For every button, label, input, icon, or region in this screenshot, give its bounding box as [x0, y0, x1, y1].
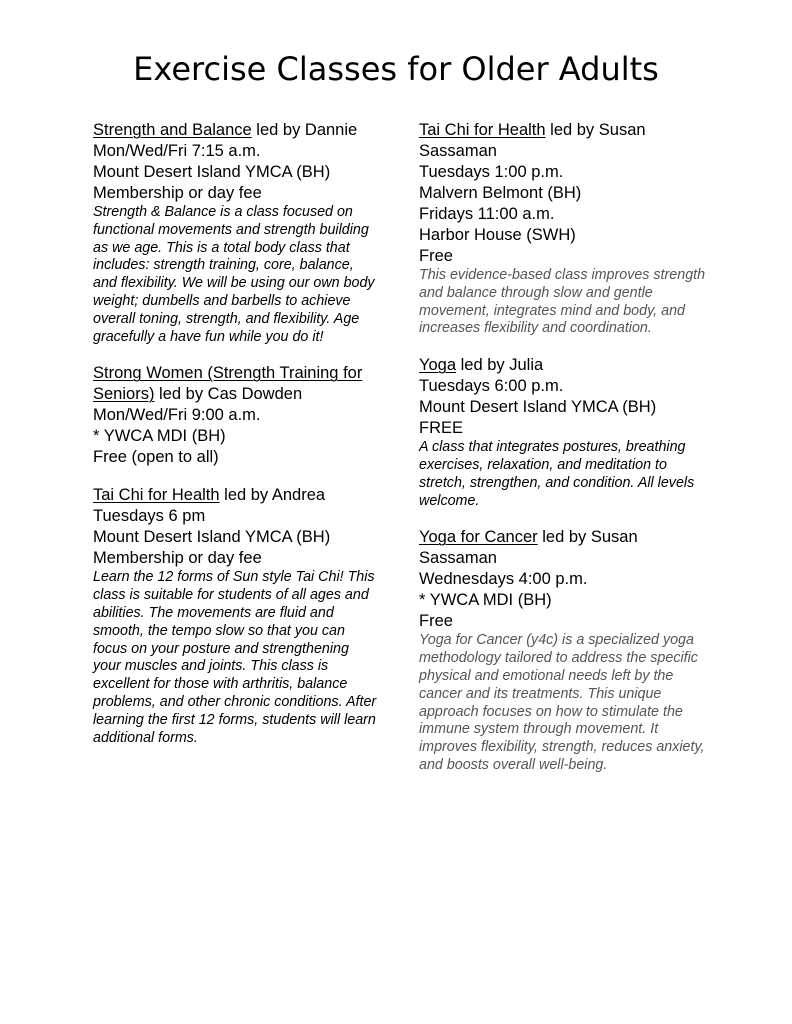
class-schedule: Tuesdays 6 pm [93, 507, 206, 526]
class-leader: led by Susan Sassaman [419, 528, 638, 568]
class-schedule: Tuesdays 1:00 p.m. [419, 163, 564, 181]
class-heading [93, 120, 378, 141]
right-column [419, 120, 709, 775]
class-leader: led by Cas Dowden [154, 385, 303, 404]
class-location: Harbor House (SWH) [419, 226, 576, 244]
class-schedule: Mon/Wed/Fri 9:00 a.m. [93, 406, 261, 425]
class-description: Yoga for Cancer (y4c) is a specialized yoga methodology tailored to address the specific physical and emotional needs left by the cancer and its treatments. This unique approach focuses on how to stimulate the immune system through movement. It improves flexibility, strength, reduces anxiety, and boosts overall well-being. [419, 632, 705, 773]
class-heading [419, 527, 709, 569]
class-fee: Membership or day fee [93, 184, 262, 202]
class-strong-women [93, 363, 378, 468]
class-name: Yoga for Cancer [419, 528, 538, 547]
class-yoga-for-cancer [419, 527, 709, 774]
class-leader: led by Susan Sassaman [419, 121, 646, 160]
class-location: * YWCA MDI (BH) [93, 427, 226, 446]
class-location: Mount Desert Island YMCA (BH) [93, 163, 331, 181]
class-description: This evidence-based class improves strength and balance through slow and gentle movement, integrates mind and body, and increases flexibility and coordination. [419, 267, 706, 337]
page-title: Exercise Classes for Older Adults [133, 50, 659, 88]
class-location: Malvern Belmont (BH) [419, 184, 582, 202]
class-name: Strong Women (Strength Training for Seniors) [93, 364, 363, 404]
class-fee: Free (open to all) [93, 448, 219, 467]
class-fee: Membership or day fee [93, 549, 262, 568]
left-column [93, 120, 378, 747]
class-strength-and-balance [93, 120, 378, 346]
class-tai-chi-susan [419, 120, 709, 338]
class-description: Learn the 12 forms of Sun style Tai Chi! This class is suitable for students of all ages and abilities. The movements are fluid and smooth, the tempo slow so that you can focus on your posture and strengthening your muscles and joints. This class is excellent for those with arthritis, balance problems, and other chronic conditions. After learning the first 12 forms, students will learn additional forms. [93, 569, 377, 746]
class-name: Strength and Balance [93, 121, 252, 139]
class-schedule: Fridays 11:00 a.m. [419, 205, 555, 223]
class-heading [419, 120, 709, 162]
class-schedule: Mon/Wed/Fri 7:15 a.m. [93, 142, 261, 160]
class-location: Mount Desert Island YMCA (BH) [93, 528, 331, 547]
class-heading [93, 485, 378, 506]
class-heading [93, 363, 378, 405]
class-schedule: Wednesdays 4:00 p.m. [419, 570, 588, 589]
class-name: Tai Chi for Health [419, 121, 546, 139]
class-name: Tai Chi for Health [93, 486, 220, 505]
class-location: Mount Desert Island YMCA (BH) [419, 398, 657, 417]
class-leader: led by Andrea [219, 486, 326, 505]
class-fee: Free [419, 612, 453, 631]
class-fee: FREE [419, 419, 464, 438]
class-location: * YWCA MDI (BH) [419, 591, 552, 610]
class-tai-chi-andrea [93, 485, 378, 747]
class-name: Yoga [419, 356, 457, 375]
class-description: A class that integrates postures, breathing exercises, relaxation, and meditation to stretch, strengthen, and condition. All levels welcome. [419, 439, 695, 509]
class-fee: Free [419, 247, 453, 265]
class-schedule: Tuesdays 6:00 p.m. [419, 377, 564, 396]
class-leader: led by Julia [456, 356, 544, 375]
class-heading [419, 355, 709, 376]
class-yoga-julia [419, 355, 709, 510]
class-leader: led by Dannie [251, 121, 358, 139]
class-description: Strength & Balance is a class focused on functional movements and strength building as we age. This is a total body class that includes: strength training, core, balance, and flexibility. We will be using our own body weight; dumbells and barbells to achieve overall toning, strength, and flexibility. Age gracefully a have fun while you do it! [93, 204, 375, 345]
